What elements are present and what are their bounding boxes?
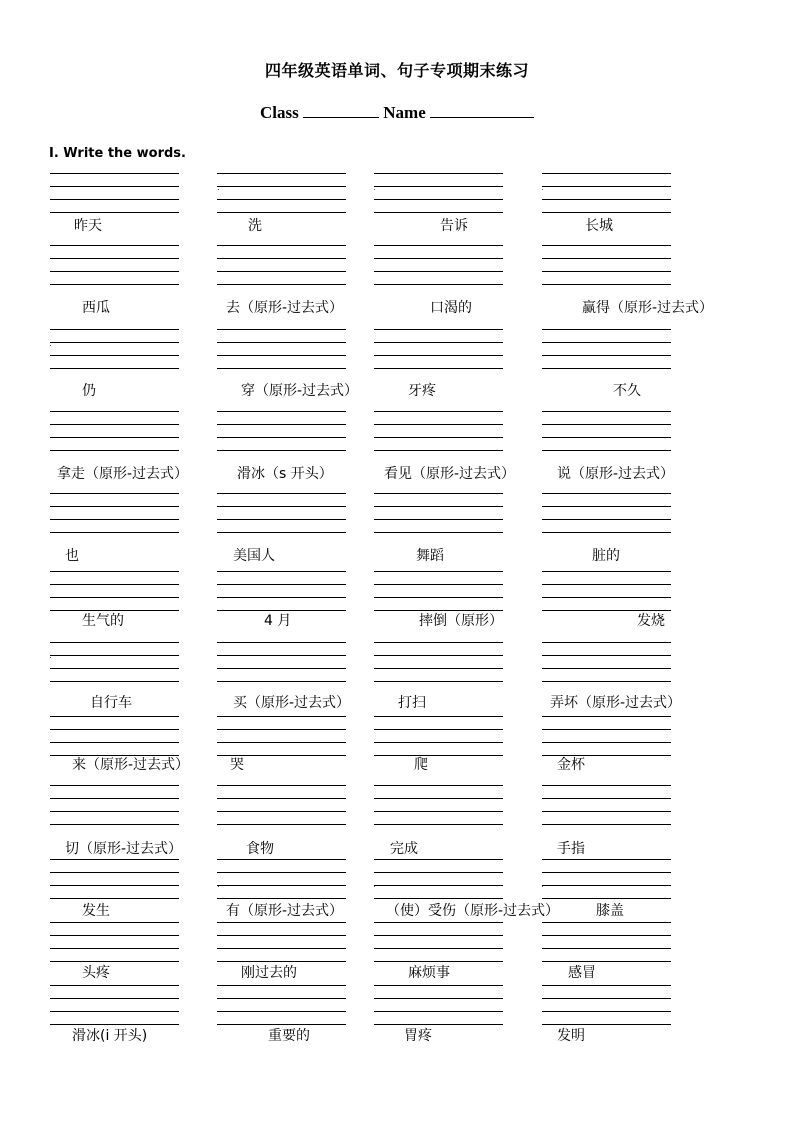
writing-line[interactable] [542, 571, 671, 572]
writing-line[interactable] [542, 610, 671, 611]
word-prompt: 4 月 [264, 613, 292, 629]
writing-line[interactable] [542, 424, 671, 425]
writing-line[interactable] [542, 755, 671, 756]
writing-line[interactable] [542, 872, 671, 873]
class-blank[interactable] [303, 102, 379, 118]
writing-line[interactable] [50, 212, 179, 213]
scan-dot [50, 657, 51, 658]
writing-line[interactable] [542, 985, 671, 986]
word-prompt: 完成 [390, 841, 418, 857]
writing-line[interactable] [217, 898, 346, 899]
writing-line[interactable] [542, 811, 671, 812]
writing-line[interactable] [217, 532, 346, 533]
writing-line[interactable] [542, 199, 671, 200]
writing-line[interactable] [50, 811, 179, 812]
writing-line[interactable] [217, 872, 346, 873]
writing-line[interactable] [374, 450, 503, 451]
writing-line[interactable] [542, 186, 671, 187]
writing-line[interactable] [374, 811, 503, 812]
word-prompt: 发烧 [637, 613, 665, 629]
writing-line[interactable] [217, 571, 346, 572]
writing-line[interactable] [542, 742, 671, 743]
writing-line[interactable] [50, 729, 179, 730]
writing-line[interactable] [50, 519, 179, 520]
writing-line[interactable] [542, 716, 671, 717]
writing-line[interactable] [217, 342, 346, 343]
writing-line[interactable] [374, 173, 503, 174]
writing-line[interactable] [50, 922, 179, 923]
writing-line[interactable] [374, 284, 503, 285]
writing-line[interactable] [374, 681, 503, 682]
word-prompt: 口渴的 [430, 300, 472, 316]
writing-line[interactable] [374, 859, 503, 860]
writing-line[interactable] [217, 584, 346, 585]
writing-line[interactable] [374, 742, 503, 743]
writing-line[interactable] [374, 532, 503, 533]
word-prompt: 美国人 [233, 548, 275, 564]
writing-line[interactable] [217, 411, 346, 412]
writing-line[interactable] [217, 885, 346, 886]
writing-line[interactable] [50, 199, 179, 200]
writing-line[interactable] [217, 716, 346, 717]
writing-line[interactable] [374, 506, 503, 507]
writing-line[interactable] [374, 342, 503, 343]
writing-line[interactable] [217, 1011, 346, 1012]
word-prompt: 告诉 [440, 218, 468, 234]
writing-line[interactable] [542, 798, 671, 799]
writing-line[interactable] [50, 935, 179, 936]
writing-line[interactable] [217, 329, 346, 330]
writing-line[interactable] [50, 245, 179, 246]
writing-line[interactable] [374, 610, 503, 611]
word-prompt: 买（原形-过去式） [233, 695, 351, 711]
word-prompt: 也 [65, 548, 79, 564]
word-prompt: 发明 [557, 1028, 585, 1044]
writing-line[interactable] [50, 173, 179, 174]
word-prompt: 重要的 [268, 1028, 310, 1044]
writing-line[interactable] [50, 898, 179, 899]
writing-line[interactable] [217, 199, 346, 200]
writing-line[interactable] [50, 450, 179, 451]
writing-line[interactable] [217, 258, 346, 259]
word-prompt: 刚过去的 [241, 965, 297, 981]
writing-line[interactable] [50, 798, 179, 799]
word-prompt: 西瓜 [82, 300, 110, 316]
scan-dot [50, 345, 51, 346]
word-prompt: （使）受伤（原形-过去式） [386, 903, 560, 919]
word-prompt: 赢得（原形-过去式） [582, 300, 714, 316]
scan-dot [218, 189, 219, 190]
writing-line[interactable] [217, 681, 346, 682]
writing-line[interactable] [374, 411, 503, 412]
writing-line[interactable] [374, 1011, 503, 1012]
word-prompt: 自行车 [90, 695, 132, 711]
writing-line[interactable] [50, 668, 179, 669]
word-prompt: 食物 [246, 841, 274, 857]
writing-line[interactable] [542, 329, 671, 330]
word-prompt: 打扫 [398, 695, 426, 711]
writing-line[interactable] [50, 271, 179, 272]
writing-line[interactable] [50, 506, 179, 507]
writing-line[interactable] [217, 998, 346, 999]
word-prompt: 穿（原形-过去式） [241, 383, 359, 399]
writing-line[interactable] [542, 355, 671, 356]
writing-line[interactable] [542, 284, 671, 285]
word-prompt: 去（原形-过去式） [226, 300, 344, 316]
writing-line[interactable] [217, 985, 346, 986]
writing-line[interactable] [542, 655, 671, 656]
worksheet-title: 四年级英语单词、句子专项期末练习 [264, 61, 529, 80]
writing-line[interactable] [542, 668, 671, 669]
word-prompt: 舞蹈 [416, 548, 444, 564]
writing-line[interactable] [50, 885, 179, 886]
writing-line[interactable] [50, 329, 179, 330]
writing-line[interactable] [50, 493, 179, 494]
writing-line[interactable] [217, 610, 346, 611]
writing-line[interactable] [217, 729, 346, 730]
writing-line[interactable] [217, 355, 346, 356]
writing-line[interactable] [50, 186, 179, 187]
name-label: Name [383, 103, 426, 122]
word-prompt: 滑冰(i 开头) [72, 1028, 148, 1044]
writing-line[interactable] [542, 885, 671, 886]
writing-line[interactable] [374, 212, 503, 213]
writing-line[interactable] [50, 985, 179, 986]
word-prompt: 弄坏（原形-过去式） [550, 695, 682, 711]
writing-line[interactable] [50, 571, 179, 572]
writing-line[interactable] [374, 898, 503, 899]
writing-line[interactable] [374, 985, 503, 986]
writing-line[interactable] [374, 355, 503, 356]
writing-line[interactable] [374, 798, 503, 799]
writing-line[interactable] [374, 329, 503, 330]
writing-line[interactable] [217, 424, 346, 425]
word-prompt: 看见（原形-过去式） [384, 466, 516, 482]
writing-line[interactable] [374, 437, 503, 438]
writing-line[interactable] [217, 437, 346, 438]
word-prompt: 感冒 [568, 965, 596, 981]
word-prompt: 仍 [82, 383, 96, 399]
writing-line[interactable] [374, 922, 503, 923]
word-prompt: 手指 [557, 841, 585, 857]
writing-line[interactable] [374, 998, 503, 999]
word-prompt: 生气的 [82, 613, 124, 629]
writing-line[interactable] [542, 450, 671, 451]
writing-line[interactable] [374, 961, 503, 962]
writing-line[interactable] [374, 729, 503, 730]
writing-line[interactable] [542, 245, 671, 246]
writing-line[interactable] [542, 493, 671, 494]
writing-line[interactable] [374, 493, 503, 494]
writing-line[interactable] [217, 655, 346, 656]
writing-line[interactable] [50, 597, 179, 598]
writing-line[interactable] [374, 872, 503, 873]
writing-line[interactable] [374, 668, 503, 669]
writing-line[interactable] [542, 898, 671, 899]
word-prompt: 麻烦事 [408, 965, 450, 981]
writing-line[interactable] [542, 824, 671, 825]
writing-line[interactable] [217, 961, 346, 962]
writing-line[interactable] [542, 729, 671, 730]
writing-line[interactable] [50, 642, 179, 643]
writing-line[interactable] [50, 437, 179, 438]
word-prompt: 胃疼 [404, 1028, 432, 1044]
writing-line[interactable] [542, 1011, 671, 1012]
scan-dot [374, 189, 375, 190]
writing-line[interactable] [374, 199, 503, 200]
class-label: Class [260, 103, 299, 122]
writing-line[interactable] [374, 642, 503, 643]
word-prompt: 膝盖 [596, 903, 624, 919]
word-prompt: 洗 [248, 218, 262, 234]
writing-line[interactable] [217, 824, 346, 825]
writing-line[interactable] [217, 642, 346, 643]
writing-line[interactable] [374, 424, 503, 425]
writing-line[interactable] [374, 824, 503, 825]
writing-line[interactable] [50, 785, 179, 786]
writing-line[interactable] [50, 342, 179, 343]
writing-line[interactable] [542, 584, 671, 585]
writing-line[interactable] [217, 212, 346, 213]
writing-line[interactable] [542, 948, 671, 949]
writing-line[interactable] [217, 245, 346, 246]
writing-line[interactable] [374, 584, 503, 585]
writing-line[interactable] [50, 1011, 179, 1012]
writing-line[interactable] [374, 935, 503, 936]
writing-line[interactable] [50, 755, 179, 756]
writing-line[interactable] [542, 271, 671, 272]
writing-line[interactable] [50, 258, 179, 259]
writing-line[interactable] [374, 245, 503, 246]
word-prompt: 金杯 [557, 757, 585, 773]
writing-line[interactable] [542, 922, 671, 923]
writing-line[interactable] [50, 532, 179, 533]
writing-line[interactable] [217, 493, 346, 494]
writing-line[interactable] [217, 948, 346, 949]
writing-line[interactable] [374, 885, 503, 886]
word-prompt: 发生 [82, 903, 110, 919]
writing-line[interactable] [217, 186, 346, 187]
writing-line[interactable] [374, 571, 503, 572]
writing-line[interactable] [50, 872, 179, 873]
writing-line[interactable] [50, 368, 179, 369]
writing-line[interactable] [217, 1024, 346, 1025]
writing-line[interactable] [374, 655, 503, 656]
word-prompt: 拿走（原形-过去式） [57, 466, 189, 482]
writing-line[interactable] [217, 922, 346, 923]
word-prompt: 牙疼 [408, 383, 436, 399]
writing-line[interactable] [217, 173, 346, 174]
writing-line[interactable] [374, 271, 503, 272]
word-prompt: 脏的 [592, 548, 620, 564]
word-prompt: 摔倒（原形） [419, 613, 503, 629]
word-prompt: 来（原形-过去式） [72, 757, 190, 773]
writing-line[interactable] [50, 1024, 179, 1025]
class-name-line [0, 102, 794, 123]
writing-line[interactable] [50, 584, 179, 585]
writing-line[interactable] [217, 284, 346, 285]
writing-line[interactable] [50, 859, 179, 860]
writing-line[interactable] [542, 173, 671, 174]
writing-line[interactable] [542, 1024, 671, 1025]
writing-line[interactable] [542, 859, 671, 860]
scan-dot [218, 886, 219, 887]
writing-line[interactable] [50, 716, 179, 717]
writing-line[interactable] [542, 342, 671, 343]
writing-line[interactable] [542, 437, 671, 438]
writing-line[interactable] [542, 597, 671, 598]
name-blank[interactable] [430, 102, 534, 118]
writing-line[interactable] [542, 961, 671, 962]
writing-line[interactable] [50, 742, 179, 743]
word-prompt: 爬 [414, 757, 428, 773]
writing-line[interactable] [374, 519, 503, 520]
writing-line[interactable] [374, 1024, 503, 1025]
section-heading: I. Write the words. [49, 146, 186, 161]
writing-line[interactable] [542, 532, 671, 533]
word-prompt: 头疼 [82, 965, 110, 981]
writing-line[interactable] [50, 284, 179, 285]
writing-line[interactable] [217, 506, 346, 507]
writing-line[interactable] [217, 742, 346, 743]
writing-line[interactable] [217, 798, 346, 799]
writing-line[interactable] [217, 811, 346, 812]
word-prompt: 昨天 [74, 218, 102, 234]
writing-line[interactable] [217, 368, 346, 369]
writing-line[interactable] [217, 755, 346, 756]
writing-line[interactable] [542, 506, 671, 507]
writing-line[interactable] [50, 655, 179, 656]
writing-line[interactable] [374, 186, 503, 187]
writing-line[interactable] [217, 450, 346, 451]
writing-line[interactable] [50, 998, 179, 999]
writing-line[interactable] [374, 597, 503, 598]
writing-line[interactable] [217, 271, 346, 272]
writing-line[interactable] [217, 785, 346, 786]
writing-line[interactable] [50, 411, 179, 412]
word-prompt: 有（原形-过去式） [226, 903, 344, 919]
writing-line[interactable] [374, 785, 503, 786]
writing-line[interactable] [542, 681, 671, 682]
word-prompt: 切（原形-过去式） [65, 841, 183, 857]
writing-line[interactable] [50, 610, 179, 611]
writing-line[interactable] [217, 859, 346, 860]
writing-line[interactable] [374, 258, 503, 259]
writing-line[interactable] [50, 681, 179, 682]
scan-dot [542, 189, 543, 190]
writing-line[interactable] [217, 668, 346, 669]
writing-line[interactable] [374, 755, 503, 756]
scan-dot [374, 886, 375, 887]
writing-line[interactable] [542, 785, 671, 786]
writing-line[interactable] [542, 998, 671, 999]
writing-line[interactable] [50, 948, 179, 949]
word-prompt: 哭 [230, 757, 244, 773]
word-prompt: 长城 [585, 218, 613, 234]
writing-line[interactable] [542, 935, 671, 936]
writing-line[interactable] [374, 368, 503, 369]
word-prompt: 不久 [613, 383, 641, 399]
writing-line[interactable] [374, 948, 503, 949]
writing-line[interactable] [374, 716, 503, 717]
writing-line[interactable] [50, 424, 179, 425]
writing-line[interactable] [542, 258, 671, 259]
writing-line[interactable] [542, 411, 671, 412]
writing-line[interactable] [542, 642, 671, 643]
writing-line[interactable] [217, 519, 346, 520]
word-prompt: 滑冰（s 开头） [237, 466, 333, 482]
word-prompt: 说（原形-过去式） [557, 466, 675, 482]
writing-line[interactable] [217, 597, 346, 598]
writing-line[interactable] [542, 368, 671, 369]
writing-line[interactable] [50, 824, 179, 825]
scan-dot [542, 886, 543, 887]
writing-line[interactable] [542, 212, 671, 213]
writing-line[interactable] [50, 355, 179, 356]
writing-line[interactable] [50, 961, 179, 962]
writing-line[interactable] [217, 935, 346, 936]
writing-line[interactable] [542, 519, 671, 520]
